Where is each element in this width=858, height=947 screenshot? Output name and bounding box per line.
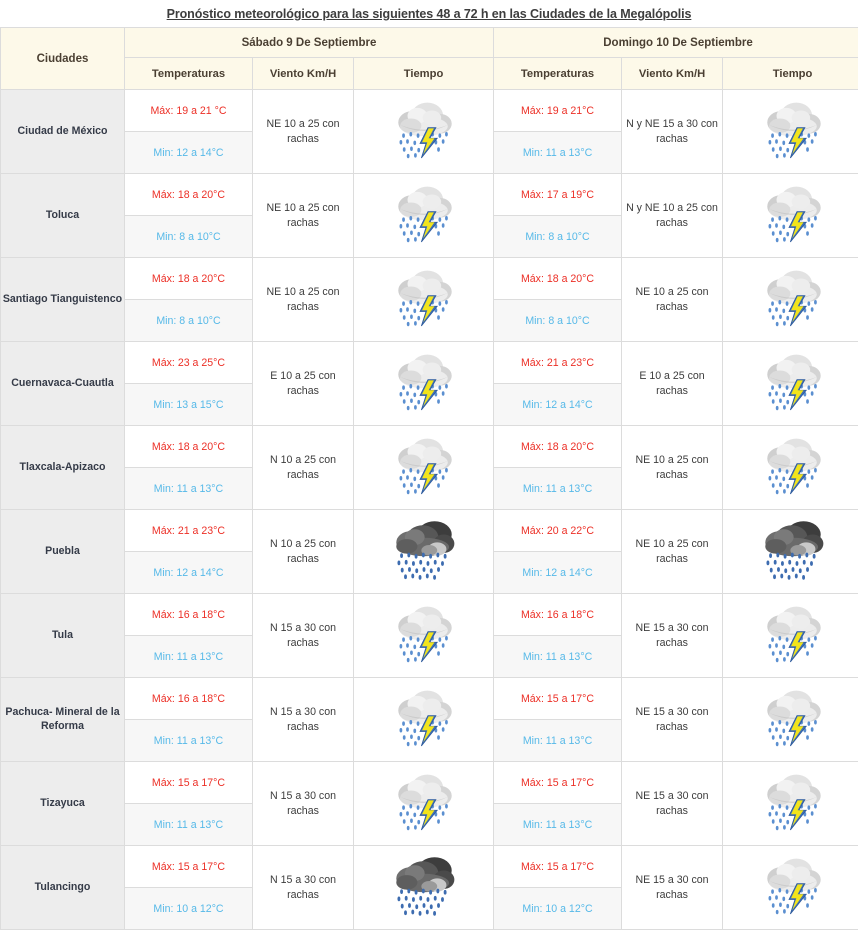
sky-cell-sat [354,342,494,426]
wind-sun: N y NE 10 a 25 con rachas [622,174,723,258]
city-name-cell: Tula [1,594,125,678]
max-temp-sun: Máx: 18 a 20°C [494,258,622,300]
min-temp-sun: Min: 11 a 13°C [494,132,622,174]
wind-sat: NE 10 a 25 con rachas [253,258,354,342]
thunderstorm-rain-icon [391,348,457,414]
sky-cell-sat [354,174,494,258]
wind-sat: N 10 a 25 con rachas [253,426,354,510]
table-header [1,28,858,90]
min-temp-sat: Min: 11 a 13°C [125,636,253,678]
wind-sun: NE 15 a 30 con rachas [622,846,723,930]
min-temp-sun: Min: 8 a 10°C [494,216,622,258]
min-temp-sun: Min: 12 a 14°C [494,552,622,594]
thunderstorm-rain-icon [760,768,826,834]
table-body [1,90,858,930]
table-row [1,678,858,720]
max-temp-sun: Máx: 15 a 17°C [494,846,622,888]
city-name-cell: Tizayuca [1,762,125,846]
wind-sun: N y NE 15 a 30 con rachas [622,90,723,174]
table-row [1,762,858,804]
min-temp-sun: Min: 11 a 13°C [494,636,622,678]
max-temp-sat: Máx: 18 a 20°C [125,258,253,300]
max-temp-sat: Máx: 16 a 18°C [125,678,253,720]
max-temp-sat: Máx: 18 a 20°C [125,426,253,468]
sky-cell-sat [354,510,494,594]
header-sun-temperaturas: Temperaturas [494,58,622,90]
min-temp-sun: Min: 11 a 13°C [494,804,622,846]
max-temp-sun: Máx: 16 a 18°C [494,594,622,636]
city-name-cell: Puebla [1,510,125,594]
wind-sat: N 15 a 30 con rachas [253,594,354,678]
city-name-cell: Ciudad de México [1,90,125,174]
min-temp-sun: Min: 12 a 14°C [494,384,622,426]
min-temp-sat: Min: 12 a 14°C [125,132,253,174]
wind-sat: E 10 a 25 con rachas [253,342,354,426]
sky-cell-sat [354,90,494,174]
min-temp-sun: Min: 10 a 12°C [494,888,622,930]
min-temp-sat: Min: 11 a 13°C [125,804,253,846]
thunderstorm-rain-icon [391,180,457,246]
thunderstorm-rain-icon [760,432,826,498]
thunderstorm-rain-icon [760,180,826,246]
sky-cell-sun [723,762,858,846]
sky-cell-sun [723,426,858,510]
max-temp-sat: Máx: 18 a 20°C [125,174,253,216]
sky-cell-sun [723,258,858,342]
thunderstorm-rain-icon [760,348,826,414]
header-cities: Ciudades [1,28,125,90]
wind-sat: N 15 a 30 con rachas [253,678,354,762]
thunderstorm-rain-icon [391,684,457,750]
wind-sun: NE 15 a 30 con rachas [622,762,723,846]
sky-cell-sun [723,342,858,426]
sky-cell-sat [354,594,494,678]
sky-cell-sat [354,846,494,930]
wind-sat: N 15 a 30 con rachas [253,846,354,930]
max-temp-sun: Máx: 20 a 22°C [494,510,622,552]
sky-cell-sun [723,90,858,174]
city-name-cell: Cuernavaca-Cuautla [1,342,125,426]
thunderstorm-rain-icon [760,852,826,918]
max-temp-sun: Máx: 19 a 21°C [494,90,622,132]
sky-cell-sun [723,846,858,930]
table-row [1,510,858,552]
wind-sat: N 15 a 30 con rachas [253,762,354,846]
dark-cloud-heavy-rain-icon [760,516,826,582]
thunderstorm-rain-icon [760,96,826,162]
wind-sun: NE 10 a 25 con rachas [622,426,723,510]
wind-sat: NE 10 a 25 con rachas [253,174,354,258]
table-row [1,846,858,888]
max-temp-sun: Máx: 15 a 17°C [494,762,622,804]
wind-sun: NE 10 a 25 con rachas [622,510,723,594]
table-row [1,426,858,468]
min-temp-sat: Min: 8 a 10°C [125,300,253,342]
wind-sun: NE 15 a 30 con rachas [622,594,723,678]
thunderstorm-rain-icon [760,684,826,750]
max-temp-sat: Máx: 15 a 17°C [125,846,253,888]
min-temp-sun: Min: 11 a 13°C [494,468,622,510]
sky-cell-sat [354,762,494,846]
max-temp-sun: Máx: 18 a 20°C [494,426,622,468]
city-name-cell: Tulancingo [1,846,125,930]
wind-sat: N 10 a 25 con rachas [253,510,354,594]
thunderstorm-rain-icon [391,768,457,834]
max-temp-sat: Máx: 19 a 21 °C [125,90,253,132]
min-temp-sat: Min: 8 a 10°C [125,216,253,258]
wind-sun: NE 15 a 30 con rachas [622,678,723,762]
header-sun-viento: Viento Km/H [622,58,723,90]
sky-cell-sun [723,510,858,594]
max-temp-sat: Máx: 15 a 17°C [125,762,253,804]
header-sat-tiempo: Tiempo [354,58,494,90]
dark-cloud-heavy-rain-icon [391,852,457,918]
thunderstorm-rain-icon [391,600,457,666]
table-row [1,174,858,216]
header-day-sunday: Domingo 10 De Septiembre [494,28,858,58]
dark-cloud-heavy-rain-icon [391,516,457,582]
forecast-table [0,27,858,930]
thunderstorm-rain-icon [391,432,457,498]
city-name-cell: Pachuca- Mineral de la Reforma [1,678,125,762]
header-sun-tiempo: Tiempo [723,58,858,90]
header-row-subcolumns [1,58,858,90]
sky-cell-sun [723,594,858,678]
page-title: Pronóstico meteorológico para las siguientes 48 a 72 h en las Ciudades de la Megalópolis [166,7,692,21]
wind-sun: NE 10 a 25 con rachas [622,258,723,342]
sky-cell-sat [354,258,494,342]
header-day-saturday: Sábado 9 De Septiembre [125,28,494,58]
max-temp-sun: Máx: 21 a 23°C [494,342,622,384]
thunderstorm-rain-icon [391,264,457,330]
header-sat-viento: Viento Km/H [253,58,354,90]
min-temp-sat: Min: 12 a 14°C [125,552,253,594]
table-row [1,90,858,132]
max-temp-sun: Máx: 17 a 19°C [494,174,622,216]
thunderstorm-rain-icon [391,96,457,162]
min-temp-sat: Min: 11 a 13°C [125,720,253,762]
sky-cell-sun [723,174,858,258]
header-sat-temperaturas: Temperaturas [125,58,253,90]
max-temp-sat: Máx: 23 a 25°C [125,342,253,384]
city-name-cell: Toluca [1,174,125,258]
thunderstorm-rain-icon [760,264,826,330]
min-temp-sun: Min: 11 a 13°C [494,720,622,762]
max-temp-sat: Máx: 16 a 18°C [125,594,253,636]
city-name-cell: Tlaxcala-Apizaco [1,426,125,510]
table-row [1,594,858,636]
min-temp-sat: Min: 11 a 13°C [125,468,253,510]
max-temp-sat: Máx: 21 a 23°C [125,510,253,552]
min-temp-sat: Min: 13 a 15°C [125,384,253,426]
table-row [1,342,858,384]
min-temp-sun: Min: 8 a 10°C [494,300,622,342]
sky-cell-sat [354,678,494,762]
min-temp-sat: Min: 10 a 12°C [125,888,253,930]
sky-cell-sun [723,678,858,762]
table-row [1,258,858,300]
sky-cell-sat [354,426,494,510]
city-name-cell: Santiago Tianguistenco [1,258,125,342]
wind-sun: E 10 a 25 con rachas [622,342,723,426]
thunderstorm-rain-icon [760,600,826,666]
header-row-days [1,28,858,58]
wind-sat: NE 10 a 25 con rachas [253,90,354,174]
max-temp-sun: Máx: 15 a 17°C [494,678,622,720]
